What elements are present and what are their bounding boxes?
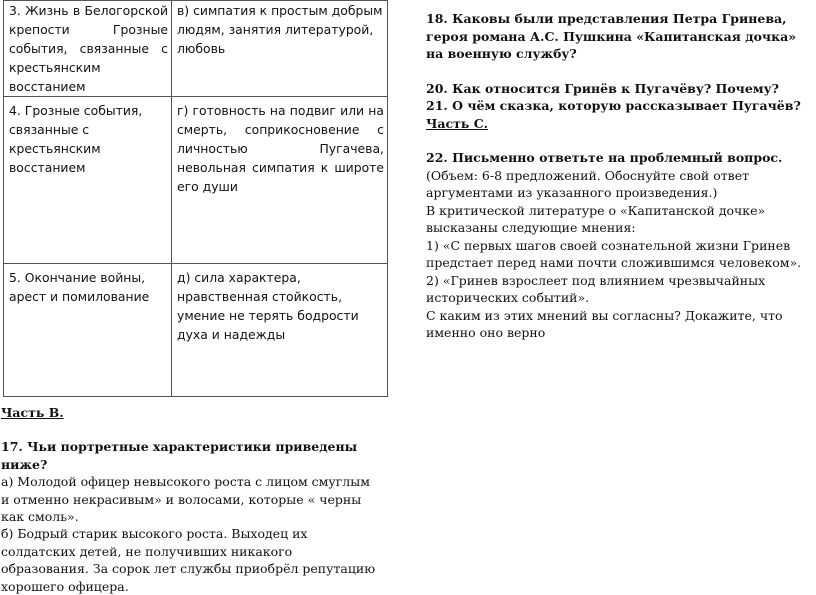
question-22-volume: (Объем: 6-8 предложений. Обоснуйте свой ответ аргументами из указанного произведения.) [426, 167, 750, 200]
table-row [4, 97, 388, 264]
question-17-option-a: а) Молодой офицер невысокого роста с лицом смуглым и отменно некрасивым» и волосами, которые « черны как смоль». [1, 474, 370, 525]
table-cell-stage: 4. Грозные события, связанные с крестьянским восстанием [4, 97, 172, 264]
table-cell-trait: в) симпатия к простым добрым людям, занятия литературой, любовь [172, 1, 388, 97]
question-17-option-b: б) Бодрый старик высокого роста. Выходец их солдатских детей, не получивших никакого образования. За сорок лет службы приобрёл репутацию хорошего офицера. [1, 526, 376, 594]
question-20: 20. Как относится Гринёв к Пугачёву? Почему? [426, 80, 779, 96]
table-cell-stage: 5. Окончание войны, арест и помилование [4, 264, 172, 397]
table-cell-trait: г) готовность на подвиг или на смерть, соприкосновение с личностью Пугачева, невольная симпатия к широте его души [172, 97, 388, 264]
question-21: 21. О чём сказка, которую рассказывает Пугачёв? [426, 98, 801, 113]
part-c-heading: Часть С. [426, 115, 489, 131]
question-22-title: 22. Письменно ответьте на проблемный вопрос. [426, 150, 783, 165]
table-cell-stage: 3. Жизнь в Белогорской крепости Грозные события, связанные с крестьянским восстанием [4, 1, 172, 97]
table-cell-trait: д) сила характера, нравственная стойкость, умение не терять бодрости духа и надежды [172, 264, 388, 397]
question-18: 18. Каковы были представления Петра Гринева, героя романа А.С. Пушкина «Капитанская дочка» на военную службу? [426, 11, 797, 61]
table-row [4, 264, 388, 397]
question-22-prompt: С каким из этих мнений вы согласны? Докажите, что именно оно верно [426, 307, 783, 340]
question-22-intro: В критической литературе о «Капитанской дочке» высказаны следующие мнения: [426, 202, 766, 235]
question-22-opinion-2: 2) «Гринев взрослеет под влиянием чрезвычайных исторических событий». [426, 272, 766, 305]
matching-table [3, 0, 388, 397]
part-b-heading: Часть В. [1, 405, 64, 420]
questions-column [426, 10, 814, 342]
question-22-opinion-1: 1) «С первых шагов своей сознательной жизни Гринев предстает перед нами почти сложившимся человеком». [426, 237, 802, 270]
question-17: 17. Чьи портретные характеристики приведены ниже? [1, 439, 358, 472]
part-b-section [1, 404, 381, 595]
table-row [4, 1, 388, 97]
